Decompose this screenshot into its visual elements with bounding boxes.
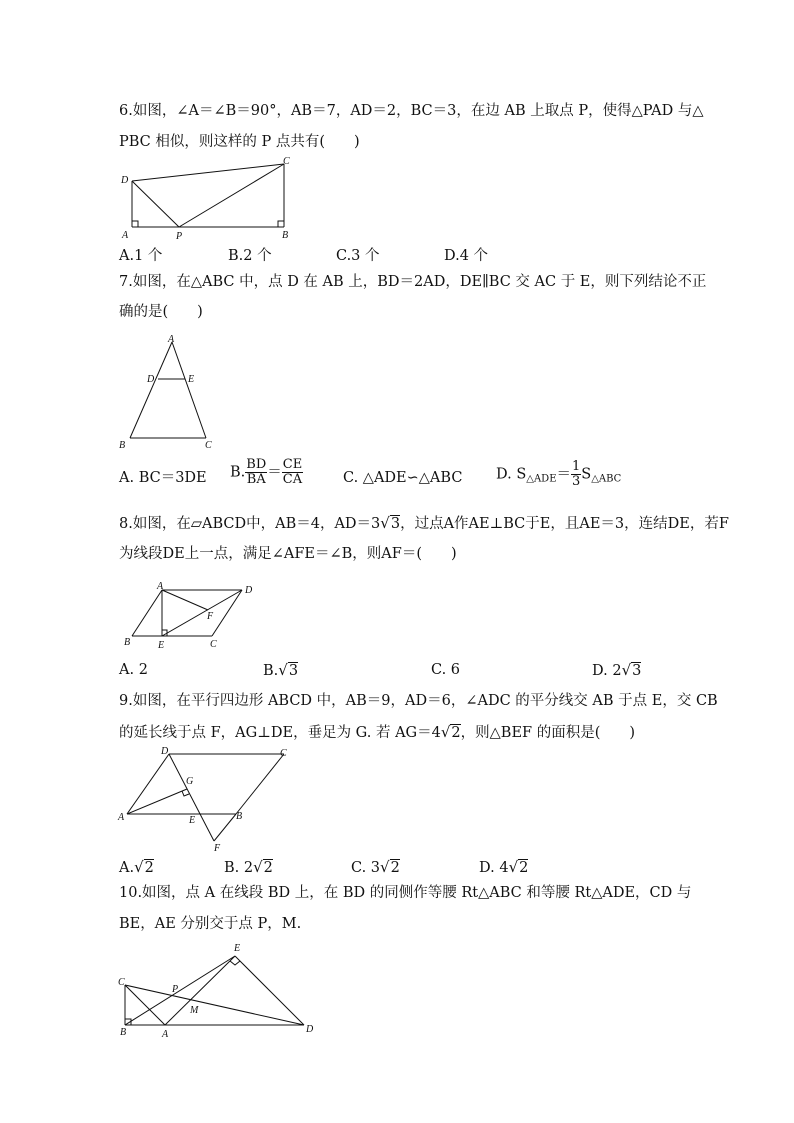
q7-option-b-eq: ＝ xyxy=(267,464,282,481)
q8-text-line1 xyxy=(119,513,729,534)
q7-option-d-num: 1 xyxy=(572,459,581,474)
q7-label-C: C xyxy=(205,440,212,451)
q9-option-a-radical: √ xyxy=(134,858,144,876)
q6-label-B: B xyxy=(282,230,289,241)
q10-label-P: P xyxy=(172,984,179,995)
q9-label-A: A xyxy=(118,812,125,823)
q8-line1-part-a: 8.如图，在▱ABCD中，AB＝4，AD＝3 xyxy=(119,516,381,532)
q9-text-line2 xyxy=(119,722,635,743)
q10-label-C: C xyxy=(118,977,125,988)
q7-option-b-prefix: B. xyxy=(230,464,246,481)
q6-label-D: D xyxy=(121,175,129,186)
q10-label-E: E xyxy=(234,943,241,954)
q9-option-c-radical: √ xyxy=(380,858,390,876)
q9-label-D: D xyxy=(161,746,169,757)
q7-option-b-fraction2 xyxy=(282,458,303,487)
q9-option-a-sqrt: 2 xyxy=(144,860,154,876)
q6-text-line2: PBC 相似，则这样的 P 点共有( ) xyxy=(119,134,360,150)
q6-option-c[interactable]: C.3 个 xyxy=(336,248,380,264)
q9-label-E: E xyxy=(189,815,196,826)
q9-option-d-sqrt: 2 xyxy=(519,860,529,876)
q8-option-d-prefix: D. 2 xyxy=(592,663,622,679)
q9-label-B: B xyxy=(236,811,243,822)
q9-label-F: F xyxy=(214,843,221,854)
q7-option-d-sub2: △ABC xyxy=(591,473,622,485)
q9-option-b-prefix: B. 2 xyxy=(224,860,254,876)
q8-line1-sqrt: 3 xyxy=(390,516,401,532)
q8-option-c[interactable]: C. 6 xyxy=(431,662,461,678)
q9-line2-sqrt: 2 xyxy=(451,725,461,741)
q9-figure xyxy=(112,742,292,854)
q6-label-A: A xyxy=(122,230,129,241)
q7-option-d-sub1: △ADE xyxy=(526,473,557,485)
q6-figure xyxy=(112,154,302,246)
q10-figure xyxy=(112,940,327,1040)
q9-line2-part-a: 的延长线于点 F，AG⊥DE，垂足为 G. 若 AG＝4 xyxy=(119,725,441,741)
q8-option-d[interactable] xyxy=(592,660,641,681)
q10-text-line2: BE，AE 分别交于点 P，M. xyxy=(119,916,302,932)
q10-text-line1: 10.如图，点 A 在线段 BD 上，在 BD 的同侧作等腰 Rt△ABC 和等腰 Rt△ADE，CD 与 xyxy=(119,885,692,901)
q7-label-B: B xyxy=(119,440,126,451)
q8-label-D: D xyxy=(245,585,253,596)
q9-option-d-radical: √ xyxy=(508,858,519,876)
q7-option-b-den2: CA xyxy=(282,472,303,487)
q9-option-b[interactable] xyxy=(224,857,273,878)
q10-label-M: M xyxy=(190,1005,199,1016)
q7-option-b-den1: BA xyxy=(246,472,266,487)
q8-label-A: A xyxy=(157,581,164,592)
q7-label-E: E xyxy=(188,374,195,385)
q8-label-E: E xyxy=(158,640,165,651)
q7-option-d-fraction xyxy=(571,460,581,489)
q8-option-b-sqrt: 3 xyxy=(288,663,299,679)
q7-option-d-s: S xyxy=(581,466,592,483)
q7-option-d-prefix: D. S xyxy=(496,466,527,483)
q9-option-d[interactable] xyxy=(479,857,528,878)
q7-option-d-eq: ＝ xyxy=(556,466,571,483)
q8-label-C: C xyxy=(210,639,217,650)
q8-label-B: B xyxy=(124,637,131,648)
q7-text-line1: 7.如图，在△ABC 中，点 D 在 AB 上，BD＝2AD，DE∥BC 交 AC 于 E，则下列结论不正 xyxy=(119,274,707,290)
q8-option-b-prefix: B. xyxy=(263,663,279,679)
q8-option-d-radical: √ xyxy=(621,661,632,679)
q8-line1-radical: √ xyxy=(380,514,390,532)
q8-option-d-sqrt: 3 xyxy=(632,663,642,679)
q9-option-b-radical: √ xyxy=(253,858,263,876)
q6-label-C: C xyxy=(283,156,290,167)
q7-text-line2: 确的是( ) xyxy=(119,304,203,320)
q7-option-d-den: 3 xyxy=(572,474,581,489)
q6-text-line1: 6.如图，∠A＝∠B＝90°，AB＝7，AD＝2，BC＝3，在边 AB 上取点 P，使得△PAD 与△ xyxy=(119,103,704,119)
q9-label-G: G xyxy=(186,776,194,787)
q9-line2-radical: √ xyxy=(440,723,451,741)
q9-option-a[interactable] xyxy=(119,857,154,878)
q6-option-d[interactable]: D.4 个 xyxy=(444,248,489,264)
q8-line1-part-b: ，过点A作AE⊥BC于E，且AE＝3，连结DE，若F xyxy=(400,516,729,532)
q7-label-A: A xyxy=(168,334,175,345)
q9-option-c-prefix: C. 3 xyxy=(351,860,381,876)
q9-line2-part-b: ，则△BEF 的面积是( ) xyxy=(460,725,636,741)
q9-label-C: C xyxy=(280,748,287,759)
q8-label-F: F xyxy=(207,611,214,622)
q7-option-b[interactable] xyxy=(230,458,303,487)
q7-figure xyxy=(112,330,222,452)
q9-option-a-prefix: A. xyxy=(119,860,135,876)
q8-option-a[interactable]: A. 2 xyxy=(119,662,148,678)
q9-text-line1: 9.如图，在平行四边形 ABCD 中，AB＝9，AD＝6，∠ADC 的平分线交 AB 于点 E，交 CB xyxy=(119,693,718,709)
q9-option-d-prefix: D. 4 xyxy=(479,860,509,876)
q9-option-c[interactable] xyxy=(351,857,400,878)
q7-option-c[interactable]: C. △ADE∽△ABC xyxy=(343,470,463,486)
q8-figure xyxy=(112,578,272,653)
q9-option-b-sqrt: 2 xyxy=(263,860,273,876)
q10-label-B: B xyxy=(120,1027,127,1038)
q10-label-A: A xyxy=(162,1029,169,1040)
q6-option-a[interactable]: A.1 个 xyxy=(119,248,163,264)
q7-option-b-fraction1 xyxy=(245,458,267,487)
q7-option-b-num1: BD xyxy=(246,457,267,472)
q7-option-d[interactable] xyxy=(496,460,621,490)
q10-label-D: D xyxy=(306,1024,314,1035)
q7-label-D: D xyxy=(147,374,155,385)
q7-option-a[interactable]: A. BC＝3DE xyxy=(119,470,207,486)
q8-option-b-radical: √ xyxy=(278,661,288,679)
q6-option-b[interactable]: B.2 个 xyxy=(228,248,272,264)
q9-option-c-sqrt: 2 xyxy=(390,860,400,876)
q8-text-line2: 为线段DE上一点，满足∠AFE＝∠B，则AF＝( ) xyxy=(119,546,457,562)
q8-option-b[interactable] xyxy=(263,660,298,681)
q6-label-P: P xyxy=(176,231,183,242)
q7-option-b-num2: CE xyxy=(282,457,303,472)
